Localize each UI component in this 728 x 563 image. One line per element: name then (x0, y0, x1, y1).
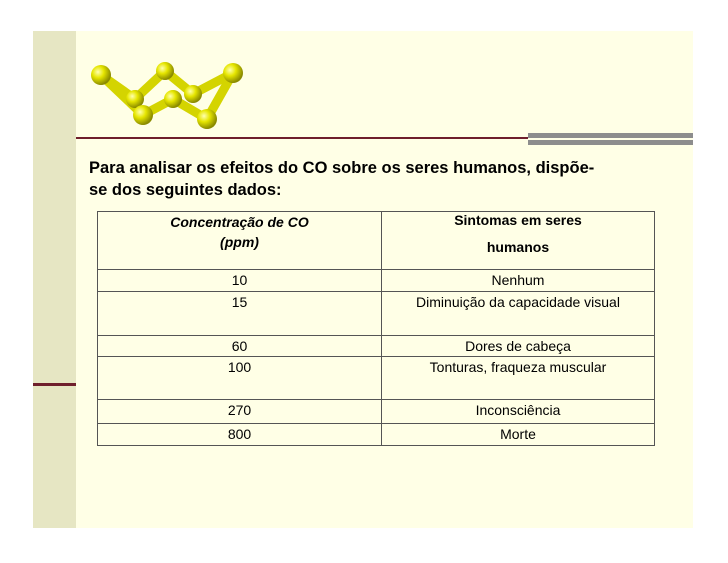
concentration-cell: 270 (98, 400, 382, 424)
table-row (98, 424, 655, 446)
table-row (98, 357, 655, 400)
intro-line-2: se dos seguintes dados: (89, 181, 282, 199)
concentration-cell: 100 (98, 357, 382, 400)
symptom-cell: Nenhum (382, 270, 655, 292)
concentration-cell: 10 (98, 270, 382, 292)
symptom-cell: Diminuição da capacidade visual (382, 292, 655, 336)
slide (33, 31, 693, 528)
title-divider-grey-top (528, 133, 693, 138)
concentration-cell: 60 (98, 336, 382, 357)
title-divider-grey-bottom (528, 140, 693, 145)
concentration-cell: 15 (98, 292, 382, 336)
sulfur-crown-molecule-icon (83, 59, 253, 131)
co-effects-table (97, 211, 655, 446)
title-divider (76, 137, 528, 139)
left-band-rule (33, 383, 76, 386)
table-row (98, 400, 655, 424)
table-header-row (98, 212, 655, 270)
symptom-cell: Dores de cabeça (382, 336, 655, 357)
left-decorative-band (33, 31, 76, 528)
header-concentration: Concentração de CO (ppm) (98, 212, 382, 270)
header-symptoms: Sintomas em seres humanos (382, 212, 655, 270)
symptom-cell: Inconsciência (382, 400, 655, 424)
intro-line-1: Para analisar os efeitos do CO sobre os seres humanos, dispõe- (89, 159, 595, 177)
symptom-cell: Tonturas, fraqueza muscular (382, 357, 655, 400)
table-row (98, 270, 655, 292)
intro-text (89, 157, 679, 201)
symptom-cell: Morte (382, 424, 655, 446)
table-row (98, 336, 655, 357)
table-row (98, 292, 655, 336)
concentration-cell: 800 (98, 424, 382, 446)
